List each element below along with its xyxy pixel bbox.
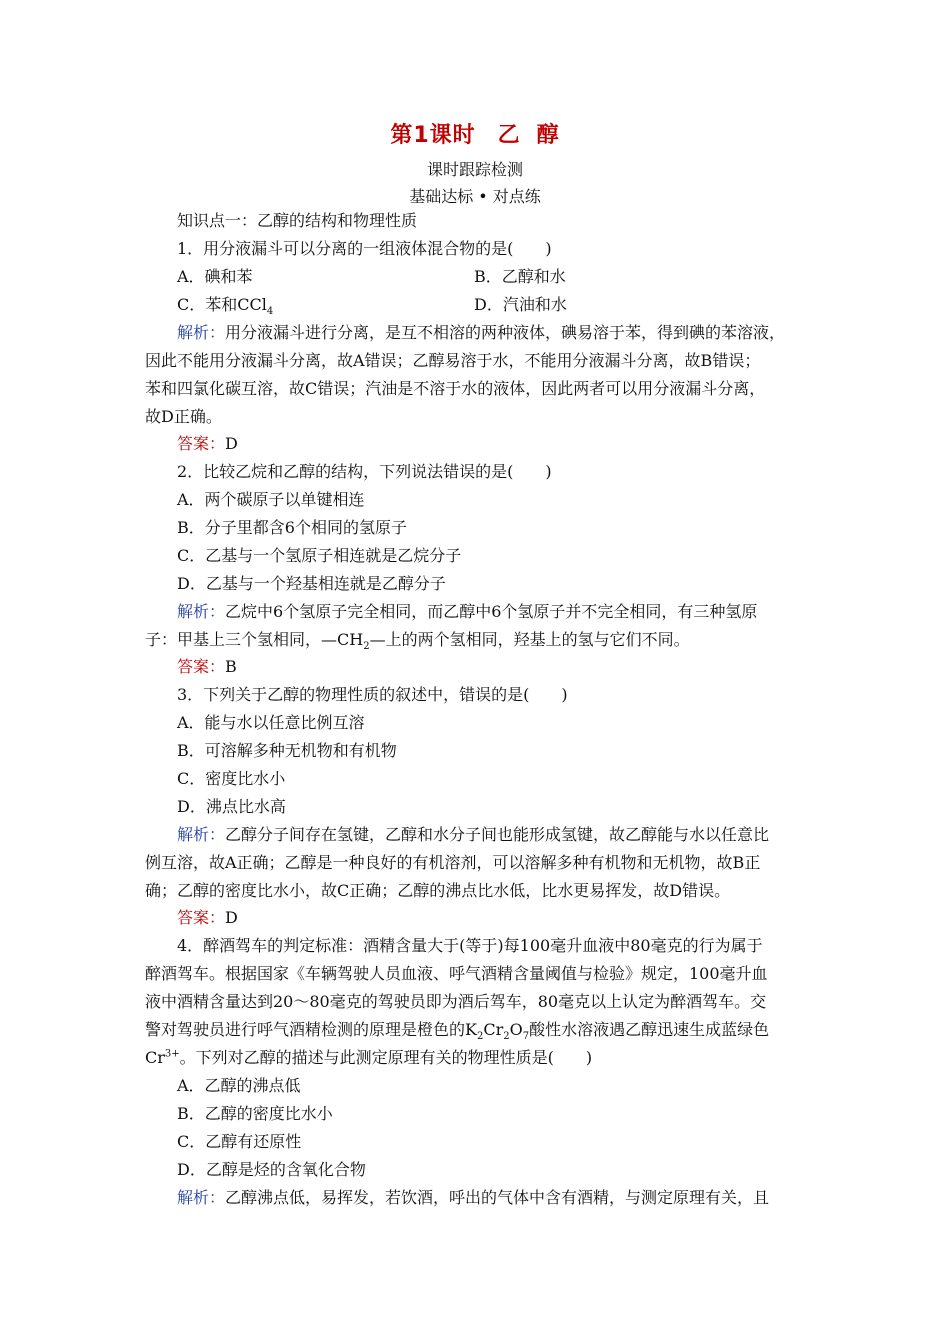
q1-option-b: B．乙醇和水 (474, 267, 566, 286)
q1-option-c: C．苯和CCl$_4$ (177, 295, 274, 318)
q1-analysis-line: 故D正确。 (145, 407, 222, 426)
q4-stem-line: 液中酒精含量达到20～80毫克的驾驶员即为酒后驾车，80毫克以上认定为醉酒驾车。交 (145, 992, 767, 1011)
section-heading: 基础达标 • 对点练 (409, 187, 541, 206)
q4-option-c: C．乙醇有还原性 (177, 1132, 302, 1151)
q2-answer: 答案：B (177, 657, 237, 676)
q4-analysis: 解析：乙醇沸点低，易挥发，若饮酒，呼出的气体中含有酒精，与测定原理有关，且 (177, 1188, 770, 1207)
q4-stem-line: 警对驾驶员进行呼气酒精检测的原理是橙色的$K_2Cr_2O_7$酸性水溶液遇乙醇迅速生成蓝绿色 (145, 1020, 770, 1043)
q3-analysis-line: 例互溶，故A正确；乙醇是一种良好的有机溶剂，可以溶解多种有机物和无机物，故B正 (145, 853, 761, 872)
analysis-label: 解析： (177, 602, 226, 621)
answer-label: 答案： (177, 908, 226, 927)
q3-analysis-line: 确；乙醇的密度比水小，故C正确；乙醇的沸点比水低，比水更易挥发，故D错误。 (145, 881, 731, 900)
q3-option-c: C．密度比水小 (177, 769, 286, 788)
q3-option-d: D．沸点比水高 (177, 797, 286, 816)
q2-stem: 2．比较乙烷和乙醇的结构，下列说法错误的是( ) (177, 462, 552, 481)
q3-option-b: B．可溶解多种无机物和有机物 (177, 741, 397, 760)
answer-label: 答案： (177, 657, 226, 676)
q2-option-d: D．乙基与一个羟基相连就是乙醇分子 (177, 574, 446, 593)
q1-option-a: A．碘和苯 (177, 267, 253, 286)
q2-option-c: C．乙基与一个氢原子相连就是乙烷分子 (177, 546, 462, 565)
answer-label: 答案： (177, 434, 226, 453)
q2-option-a: A．两个碳原子以单键相连 (177, 490, 365, 509)
q1-option-d: D．汽油和水 (474, 295, 567, 314)
q3-option-a: A．能与水以任意比例互溶 (177, 713, 365, 732)
q1-answer: 答案：D (177, 434, 238, 453)
analysis-label: 解析： (177, 323, 226, 342)
q1-analysis-line: 苯和四氯化碳互溶，故C错误；汽油是不溶于水的液体，因此两者可以用分液漏斗分离， (145, 379, 766, 398)
q4-stem-line: 醉酒驾车。根据国家《车辆驾驶人员血液、呼气酒精含量阈值与检验》规定，100毫升血 (145, 964, 768, 983)
q1-analysis: 解析：用分液漏斗进行分离，是互不相溶的两种液体，碘易溶于苯，得到碘的苯溶液， (177, 323, 786, 342)
q4-option-a: A．乙醇的沸点低 (177, 1076, 301, 1095)
q4-option-d: D．乙醇是烃的含氧化合物 (177, 1160, 366, 1179)
analysis-label: 解析： (177, 825, 226, 844)
q1-stem: 1．用分液漏斗可以分离的一组液体混合物的是( ) (177, 239, 552, 258)
q4-option-b: B．乙醇的密度比水小 (177, 1104, 333, 1123)
q2-analysis-line: 子：甲基上三个氢相同，$—CH_2—$上的两个氢相同，羟基上的氢与它们不同。 (145, 630, 690, 653)
q3-stem: 3．下列关于乙醇的物理性质的叙述中，错误的是( ) (177, 685, 568, 704)
page-title: 第1课时 乙 醇 (390, 123, 560, 148)
q1-analysis-line: 因此不能用分液漏斗分离，故A错误；乙醇易溶于水，不能用分液漏斗分离，故B错误； (145, 351, 761, 370)
subtitle: 课时跟踪检测 (426, 160, 523, 179)
q2-analysis: 解析：乙烷中6个氢原子完全相同，而乙醇中6个氢原子并不完全相同，有三种氢原 (177, 602, 758, 621)
knowledge-point-heading: 知识点一：乙醇的结构和物理性质 (177, 211, 418, 230)
q4-stem-line: $Cr^{3+}$。下列对乙醇的描述与此测定原理有关的物理性质是( ) (145, 1048, 593, 1067)
q3-answer: 答案：D (177, 908, 238, 927)
analysis-label: 解析： (177, 1188, 226, 1207)
q2-option-b: B．分子里都含6个相同的氢原子 (177, 518, 407, 537)
q4-stem: 4．醉酒驾车的判定标准：酒精含量大于(等于)每100毫升血液中80毫克的行为属于 (177, 936, 763, 955)
q3-analysis: 解析：乙醇分子间存在氢键，乙醇和水分子间也能形成氢键，故乙醇能与水以任意比 (177, 825, 770, 844)
